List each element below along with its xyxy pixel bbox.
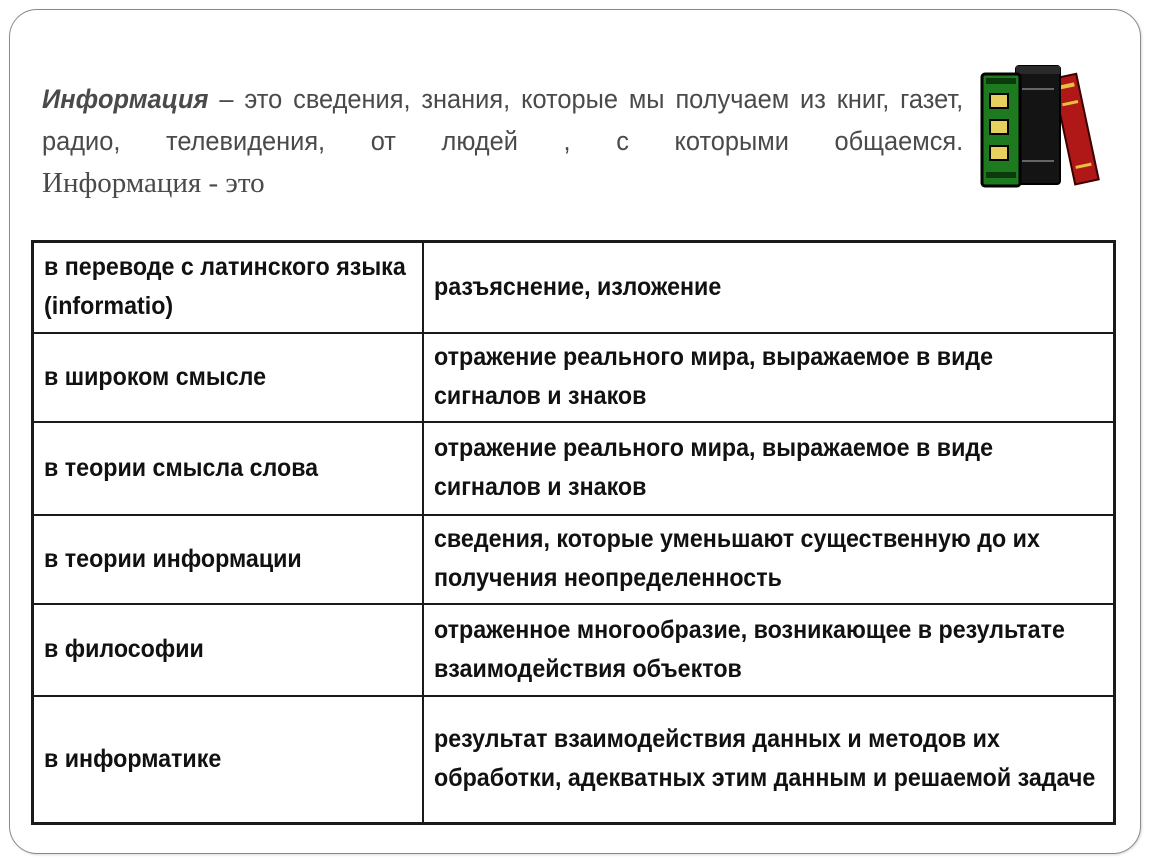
table-row [33, 242, 1115, 333]
term-cell: в информатике [33, 696, 424, 824]
term-cell: в философии [33, 604, 424, 696]
intro-term: Информация [42, 84, 209, 114]
definition-cell: отражение реального мира, выражаемое в виде сигналов и знаков [423, 333, 1115, 422]
table-row [33, 422, 1115, 515]
definition-cell: разъяснение, изложение [423, 242, 1115, 333]
term-cell: в теории информации [33, 515, 424, 604]
table-row [33, 604, 1115, 696]
table-row [33, 333, 1115, 422]
table-row [33, 696, 1115, 824]
term-cell: в теории смысла слова [33, 422, 424, 515]
term-cell: в широком смысле [33, 333, 424, 422]
definition-cell: отраженное многообразие, возникающее в результате взаимодействия объектов [423, 604, 1115, 696]
definition-cell: результат взаимодействия данных и методов их обработки, адекватных этим данным и решаемой задаче [423, 696, 1115, 824]
table-row [33, 515, 1115, 604]
definition-cell: сведения, которые уменьшают существенную до их получения неопределенность [423, 515, 1115, 604]
definition-cell: отражение реального мира, выражаемое в виде сигналов и знаков [423, 422, 1115, 515]
term-cell: в переводе с латинского языка (informatio) [33, 242, 424, 333]
intro-line2: Информация - это [42, 167, 265, 199]
intro-paragraph [42, 78, 963, 162]
intro-text: – это сведения, знания, которые мы получаем из книг, газет, радио, телевидения, от людей , с которыми общаемся. [42, 84, 964, 156]
definitions-table [31, 240, 1116, 825]
books-icon [976, 60, 1112, 190]
